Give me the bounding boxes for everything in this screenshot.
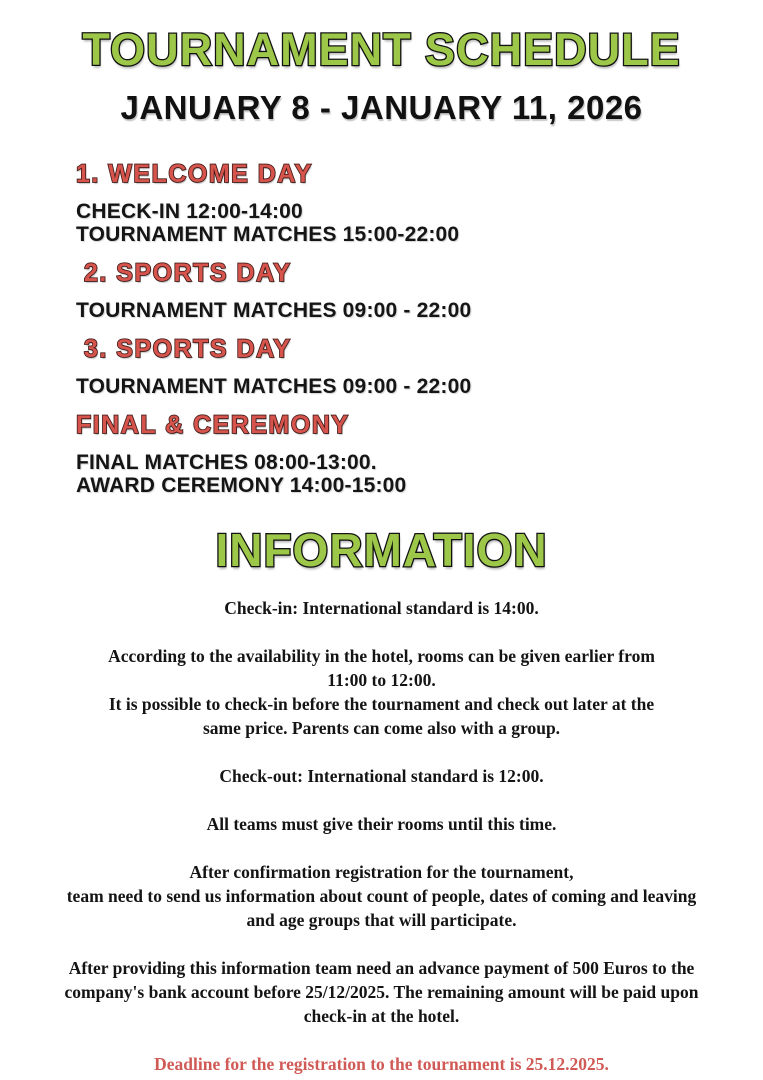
information-line: Check-out: International standard is 12:00. — [219, 765, 544, 786]
information-paragraph — [0, 764, 763, 788]
information-body — [0, 596, 763, 1028]
schedule-day-lines — [76, 200, 763, 246]
schedule-line: TOURNAMENT MATCHES 09:00 - 22:00 — [76, 299, 472, 323]
schedule-day-heading: 2. SPORTS DAY — [84, 259, 292, 288]
schedule-day-heading: FINAL & CEREMONY — [76, 411, 350, 440]
information-line: After confirmation registration for the tournament, — [189, 861, 574, 882]
schedule-line: FINAL MATCHES 08:00-13:00. — [76, 451, 377, 475]
schedule-day-lines — [76, 375, 763, 398]
information-line: All teams must give their rooms until this time. — [206, 813, 557, 834]
schedule-line: TOURNAMENT MATCHES 15:00-22:00 — [76, 223, 460, 247]
schedule-section — [76, 160, 763, 497]
information-paragraph — [0, 812, 763, 836]
schedule-day — [76, 259, 763, 322]
information-line: company's bank account before 25/12/2025. The remaining amount will be paid upon — [64, 981, 699, 1002]
schedule-day-lines — [76, 451, 763, 497]
schedule-day — [76, 335, 763, 398]
information-paragraph — [0, 860, 763, 932]
page-title: TOURNAMENT SCHEDULE — [82, 24, 681, 75]
information-paragraph — [0, 956, 763, 1028]
information-paragraph — [0, 596, 763, 620]
information-line: 11:00 to 12:00. — [327, 669, 436, 690]
schedule-day-lines — [76, 299, 763, 322]
information-line: It is possible to check-in before the tournament and check out later at the — [108, 693, 655, 714]
information-line: team need to send us information about count of people, dates of coming and leaving — [66, 885, 697, 906]
information-paragraph — [0, 644, 763, 740]
schedule-line: CHECK-IN 12:00-14:00 — [76, 200, 303, 224]
schedule-line: AWARD CEREMONY 14:00-15:00 — [76, 474, 407, 498]
information-line: Check-in: International standard is 14:00. — [224, 597, 539, 618]
schedule-day-heading: 3. SPORTS DAY — [84, 335, 292, 364]
information-heading: INFORMATION — [215, 524, 548, 577]
information-line: and age groups that will participate. — [246, 909, 517, 930]
information-line: check-in at the hotel. — [303, 1005, 460, 1026]
information-line: According to the availability in the hotel, rooms can be given earlier from — [108, 645, 655, 666]
schedule-day — [76, 411, 763, 497]
schedule-day-heading: 1. WELCOME DAY — [76, 160, 313, 189]
date-range: JANUARY 8 - JANUARY 11, 2026 — [120, 89, 643, 127]
schedule-line: TOURNAMENT MATCHES 09:00 - 22:00 — [76, 375, 472, 399]
information-line: same price. Parents can come also with a group. — [202, 717, 561, 738]
deadline-notice: Deadline for the registration to the tournament is 25.12.2025. — [154, 1053, 609, 1074]
information-line: After providing this information team need an advance payment of 500 Euros to the — [68, 957, 695, 978]
schedule-day — [76, 160, 763, 246]
